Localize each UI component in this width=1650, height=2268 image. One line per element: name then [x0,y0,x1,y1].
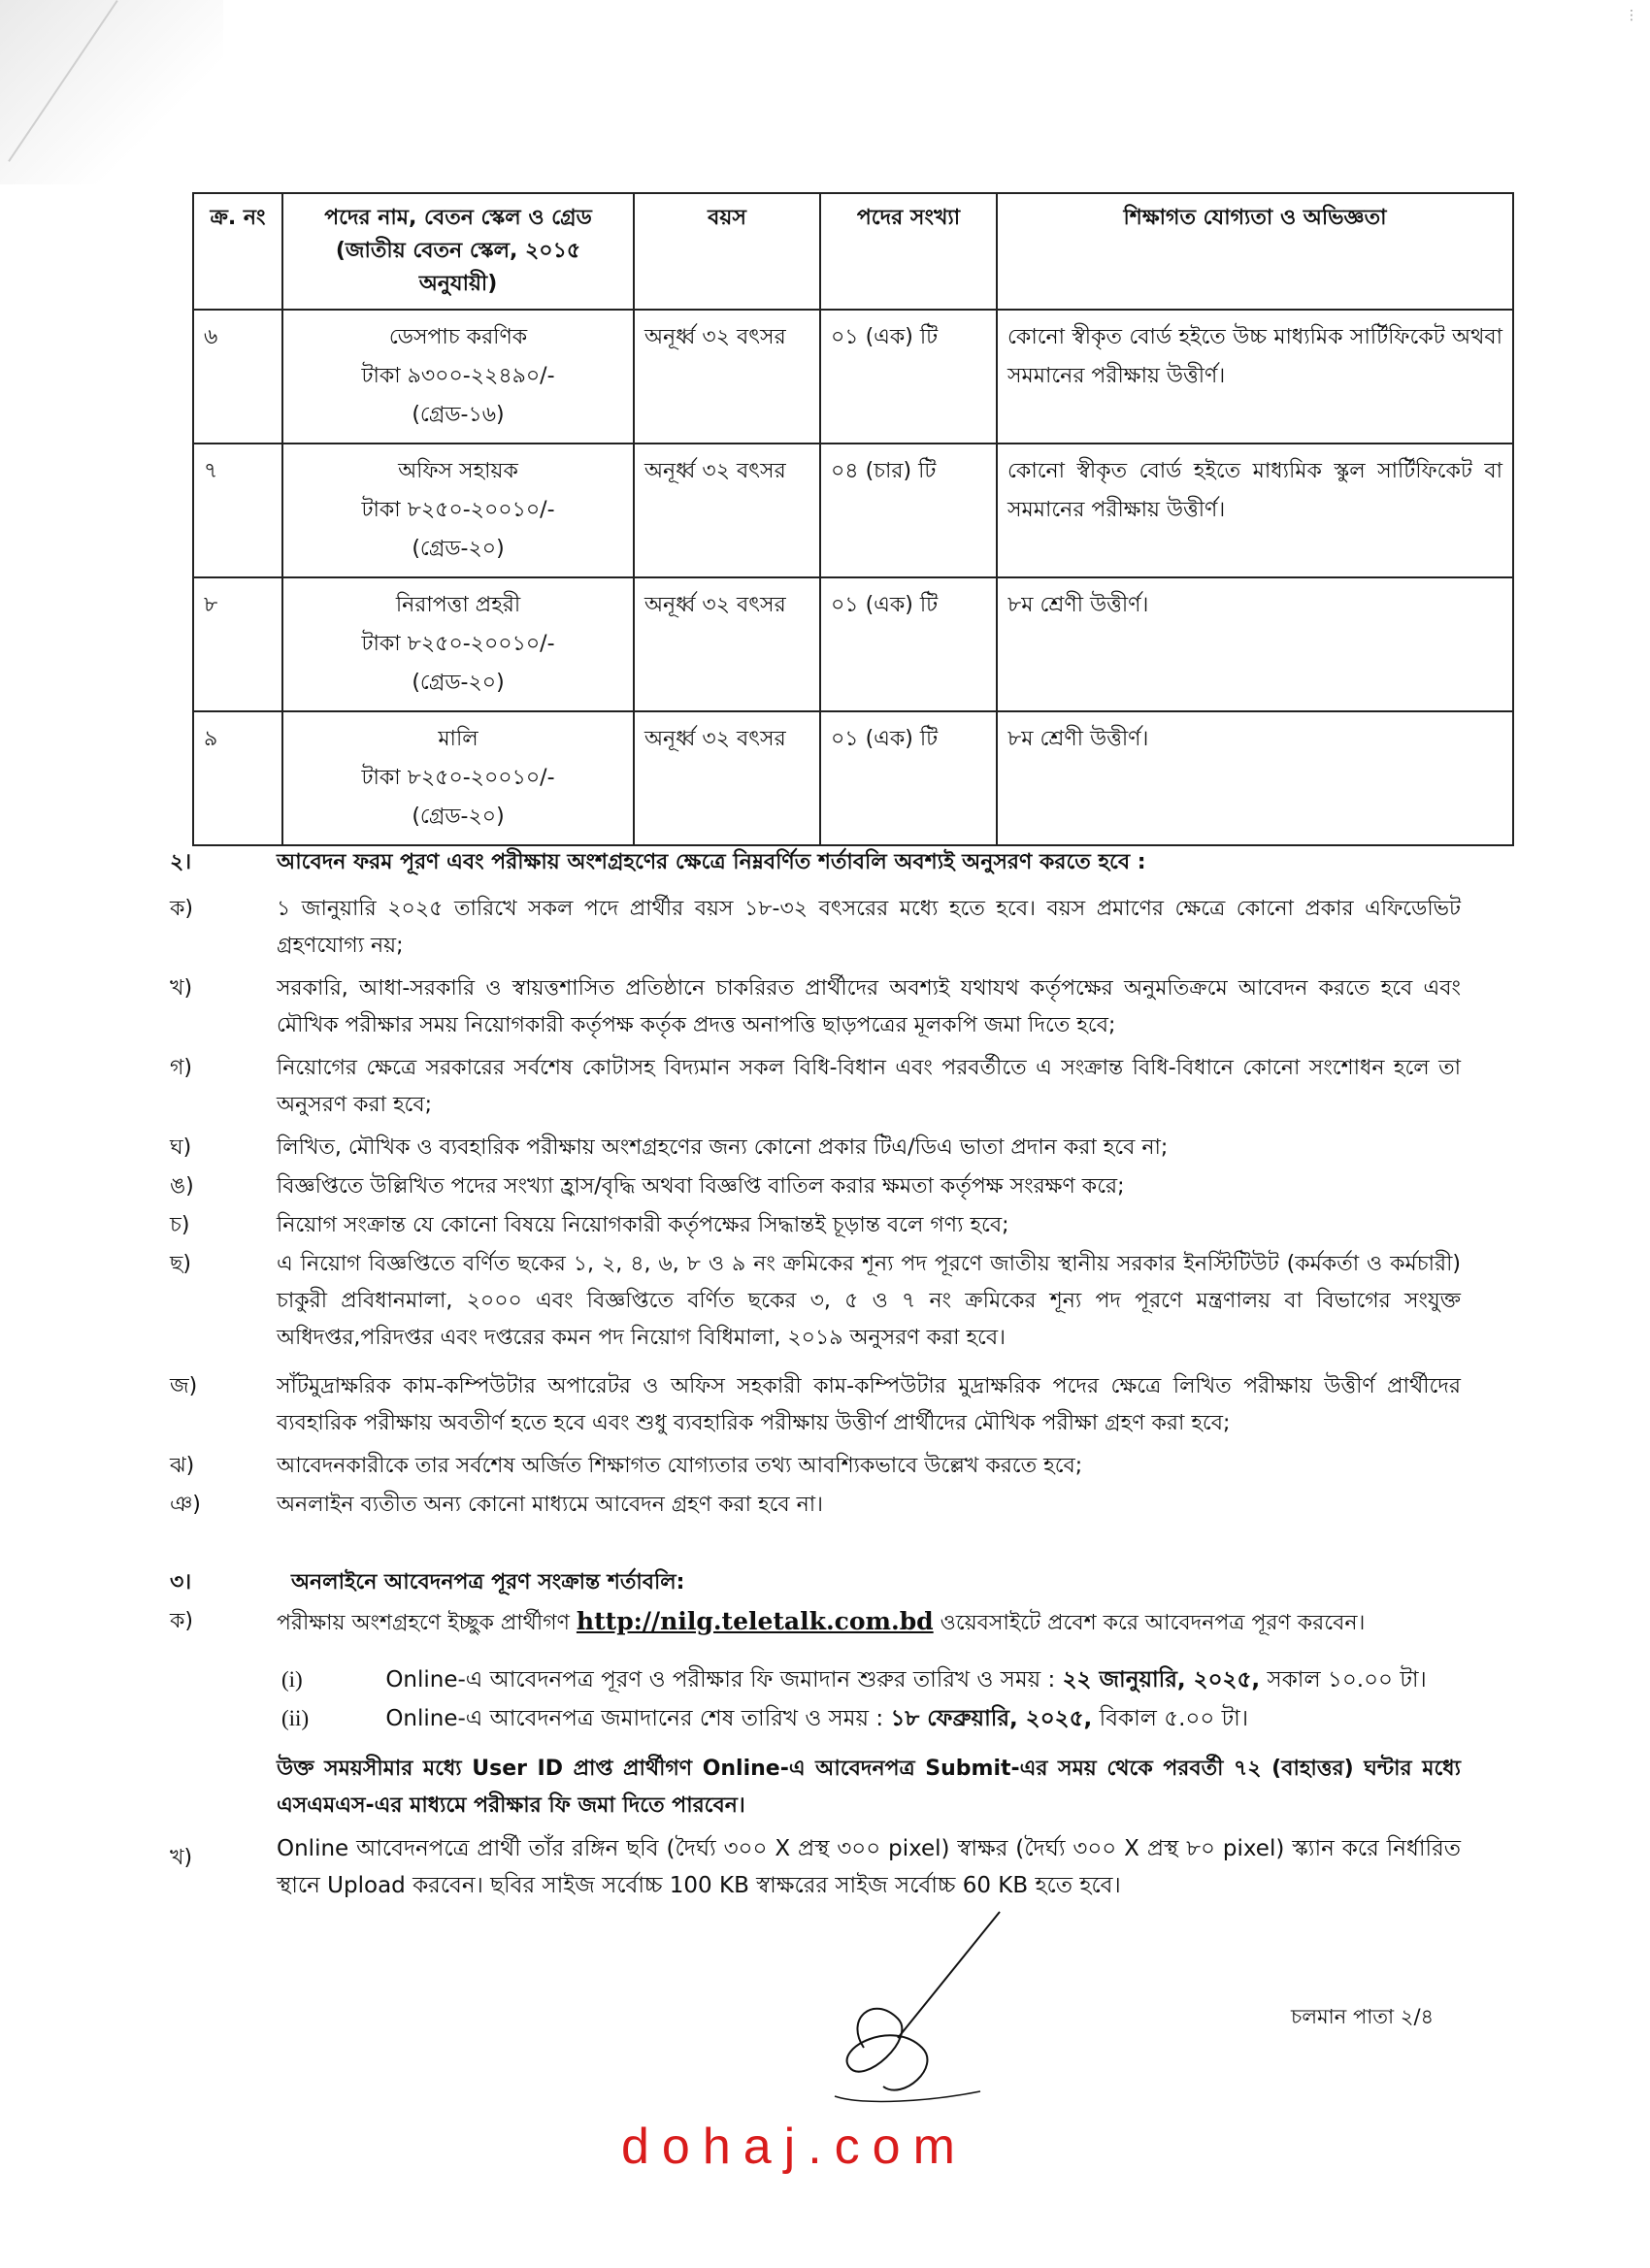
sub-label: (i) [281,1667,303,1692]
table-row [193,711,1513,845]
item-text [277,1603,1461,1642]
item-text: নিয়োগ সংক্রান্ত যে কোনো বিষয়ে নিয়োগকারী কর্তৃপক্ষের সিদ্ধান্তই চূড়ান্ত বলে গণ্য হবে; [277,1213,1009,1237]
signature-graphic [806,1902,1029,2116]
item-label: জ) [170,1374,198,1398]
cell-age: অনূর্ধ্ব ৩২ বৎসর [634,310,820,444]
section-3 [170,1564,1500,1933]
post-pay: টাকা ৮২৫০-২০০১০/- [361,632,555,656]
fee-note-text: উক্ত সময়সীমার মধ্যে User ID প্রাপ্ত প্রার্থীগণ Online-এ আবেদনপত্র Submit-এর সময় থেকে পরবর্তী ৭২ (বাহাত্তর) ঘন্টার মধ্যে এসএমএস-এর মাধ্যমে পরীক্ষার ফি জমা দিতে পারবেন। [277,1757,1461,1818]
item-text: এ নিয়োগ বিজ্ঞপ্তিতে বর্ণিত ছকের ১, ২, ৪, ৬, ৮ ও ৯ নং ক্রমিকের শূন্য পদ পূরণে জাতীয় স্থানীয় সরকার ইনস্টিটিউট (কর্মকর্তা ও কর্মচারী) চাকুরী প্রবিধানমালা, ২০০০ এবং বিজ্ঞপ্তিতে বর্ণিত ছকের ৩, ৫ ও ৭ নং ক্রমিকের শূন্য পদ পূরণে মন্ত্রণালয় বা বিভাগের সংযুক্ত অধিদপ্তর,পরিদপ্তর এবং দপ্তরের কমন পদ নিয়োগ বিধিমালা, ২০১৯ অনুসরণ করা হবে। [277,1252,1461,1350]
schedule-time: সকাল ১০.০০ টা। [1267,1667,1427,1693]
cell-count: ০১ (এক) টি [820,310,997,444]
item-text: বিজ্ঞপ্তিতে উল্লিখিত পদের সংখ্যা হ্রাস/বৃদ্ধি অথবা বিজ্ঞপ্তি বাতিল করার ক্ষমতা কর্তৃপক্ষ সংরক্ষণ করে; [277,1174,1125,1199]
table-row [193,444,1513,577]
header-serial: ক্র. নং [193,193,282,310]
cell-post [282,310,634,444]
item-text: সরকারি, আধা-সরকারি ও স্বায়ত্তশাসিত প্রতিষ্ঠানে চাকরিরত প্রার্থীদের অবশ্যই যথাযথ কর্তৃপক্ষের অনুমতিক্রমে আবেদন করতে হবে এবং মৌখিক পরীক্ষার সময় নিয়োগকারী কর্তৃপক্ষ কর্তৃক প্রদত্ত অনাপত্তি ছাড়পত্রের মূলকপি জমা দিতে হবে; [277,976,1461,1037]
schedule-start [281,1661,1466,1698]
ka-text-before: পরীক্ষায় অংশগ্রহণে ইচ্ছুক প্রার্থীগণ [277,1611,570,1635]
cell-qualification: ৮ম শ্রেণী উত্তীর্ণ। [997,577,1513,711]
cell-post [282,577,634,711]
post-name: নিরাপত্তা প্রহরী [395,593,521,617]
post-pay: টাকা ৯৩০০-২২৪৯০/- [361,364,555,388]
cell-age: অনূর্ধ্ব ৩২ বৎসর [634,577,820,711]
watermark-text: dohaj.com [621,2119,968,2175]
cell-count: ০১ (এক) টি [820,577,997,711]
table-row [193,577,1513,711]
post-pay: টাকা ৮২৫০-২০০১০/- [361,766,555,790]
cell-post [282,444,634,577]
post-grade: (গ্রেড-২০) [412,805,505,829]
scan-mark: ⋮ [1625,8,1638,23]
item-label: ক) [170,897,193,921]
item-text: নিয়োগের ক্ষেত্রে সরকারের সর্বশেষ কোটাসহ বিদ্যমান সকল বিধি-বিধান এবং পরবর্তীতে এ সংক্রান্ত বিধি-বিধানে কোনো সংশোধন হলে তা অনুসরণ করা হবে; [277,1056,1461,1117]
item-text: লিখিত, মৌখিক ও ব্যবহারিক পরীক্ষায় অংশগ্রহণের জন্য কোনো প্রকার টিএ/ডিএ ভাতা প্রদান করা হবে না; [277,1135,1169,1160]
post-name: মালি [438,727,478,751]
post-grade: (গ্রেড-১৬) [412,403,505,427]
ka-text-after: ওয়েবসাইটে প্রবেশ করে আবেদনপত্র পূরণ করবেন। [940,1611,1366,1635]
header-count: পদের সংখ্যা [820,193,997,310]
section-3-number: ৩। [170,1570,192,1594]
item-label: চ) [170,1213,190,1237]
scan-shadow [0,0,223,184]
section-2 [170,844,1500,1524]
cell-serial: ৮ [193,577,282,711]
header-post: পদের নাম, বেতন স্কেল ও গ্রেড (জাতীয় বেতন স্কেল, ২০১৫ অনুযায়ী) [282,193,634,310]
post-name: অফিস সহায়ক [398,459,518,483]
cell-qualification: ৮ম শ্রেণী উত্তীর্ণ। [997,711,1513,845]
table-header-row [193,193,1513,310]
schedule-text: Online-এ আবেদনপত্র জমাদানের শেষ তারিখ ও সময় : [385,1706,884,1731]
sub-label: (ii) [281,1706,310,1730]
item-label: গ) [170,1056,193,1080]
posts-table [192,192,1514,846]
cell-age: অনূর্ধ্ব ৩২ বৎসর [634,711,820,845]
item-label: ঙ) [170,1174,194,1199]
cell-qualification: কোনো স্বীকৃত বোর্ড হইতে মাধ্যমিক স্কুল সার্টিফিকেট বা সমমানের পরীক্ষায় উত্তীর্ণ। [997,444,1513,577]
section-2-number: ২। [170,850,192,874]
cell-count: ০১ (এক) টি [820,711,997,845]
section-2-title: আবেদন ফরম পূরণ এবং পরীক্ষায় অংশগ্রহণের ক্ষেত্রে নিম্নবর্ণিত শর্তাবলি অবশ্যই অনুসরণ করতে হবে : [277,850,1146,874]
header-age: বয়স [634,193,820,310]
post-grade: (গ্রেড-২০) [412,537,505,561]
item-text: সাঁটমুদ্রাক্ষরিক কাম-কম্পিউটার অপারেটর ও অফিস সহকারী কাম-কম্পিউটার মুদ্রাক্ষরিক পদের ক্ষেত্রে লিখিত পরীক্ষায় উত্তীর্ণ প্রার্থীদের ব্যবহারিক পরীক্ষায় অবতীর্ণ হতে হবে এবং শুধু ব্যবহারিক পরীক্ষায় উত্তীর্ণ প্রার্থীদের মৌখিক পরীক্ষা গ্রহণ করা হবে; [277,1374,1461,1435]
cell-serial: ৭ [193,444,282,577]
schedule-date: ১৮ ফেব্রুয়ারি, ২০২৫, [890,1706,1093,1731]
item-label: খ) [170,1846,193,1870]
table-row [193,310,1513,444]
cell-count: ০৪ (চার) টি [820,444,997,577]
item-label: ক) [170,1609,193,1633]
item-label: ঝ) [170,1454,195,1478]
post-name: ডেসপাচ করণিক [388,325,528,349]
item-text: অনলাইন ব্যতীত অন্য কোনো মাধ্যমে আবেদন গ্রহণ করা হবে না। [277,1493,824,1517]
post-grade: (গ্রেড-২০) [412,671,505,695]
cell-age: অনূর্ধ্ব ৩২ বৎসর [634,444,820,577]
section-3-title: অনলাইনে আবেদনপত্র পূরণ সংক্রান্ত শর্তাবলি: [291,1570,685,1594]
schedule-time: বিকাল ৫.০০ টা। [1099,1706,1249,1731]
header-qualification: শিক্ষাগত যোগ্যতা ও অভিজ্ঞতা [997,193,1513,310]
application-url-link[interactable]: http://nilg.teletalk.com.bd [576,1607,934,1635]
page-continuation-note: চলমান পাতা ২/৪ [1291,2005,1435,2028]
cell-qualification: কোনো স্বীকৃত বোর্ড হইতে উচ্চ মাধ্যমিক সার্টিফিকেট অথবা সমমানের পরীক্ষায় উত্তীর্ণ। [997,310,1513,444]
cell-serial: ৬ [193,310,282,444]
item-text: Online আবেদনপত্রে প্রার্থী তাঁর রঙ্গিন ছবি (দৈর্ঘ্য ৩০০ X প্রস্থ ৩০০ pixel) স্বাক্ষর (দৈর্ঘ্য ৩০০ X প্রস্থ ৮০ pixel) স্ক্যান করে নির্ধারিত স্থানে Upload করবেন। ছবির সাইজ সর্বোচ্চ 100 KB স্বাক্ষরের সাইজ সর্বোচ্চ 60 KB হতে হবে। [277,1836,1461,1898]
item-label: ঞ) [170,1493,201,1517]
item-text: আবেদনকারীকে তার সর্বশেষ অর্জিত শিক্ষাগত যোগ্যতার তথ্য আবশ্যিকভাবে উল্লেখ করতে হবে; [277,1454,1083,1478]
cell-post [282,711,634,845]
schedule-end [281,1700,1466,1737]
item-text: ১ জানুয়ারি ২০২৫ তারিখে সকল পদে প্রার্থীর বয়স ১৮-৩২ বৎসরের মধ্যে হতে হবে। বয়স প্রমাণের ক্ষেত্রে কোনো প্রকার এফিডেভিট গ্রহণযোগ্য নয়; [277,897,1461,958]
post-pay: টাকা ৮২৫০-২০০১০/- [361,498,555,522]
cell-serial: ৯ [193,711,282,845]
item-label: ছ) [170,1252,191,1276]
item-label: খ) [170,976,193,1001]
schedule-date: ২২ জানুয়ারি, ২০২৫, [1062,1667,1261,1693]
item-label: ঘ) [170,1135,192,1160]
schedule-text: Online-এ আবেদনপত্র পূরণ ও পরীক্ষার ফি জমাদান শুরুর তারিখ ও সময় : [385,1667,1056,1693]
